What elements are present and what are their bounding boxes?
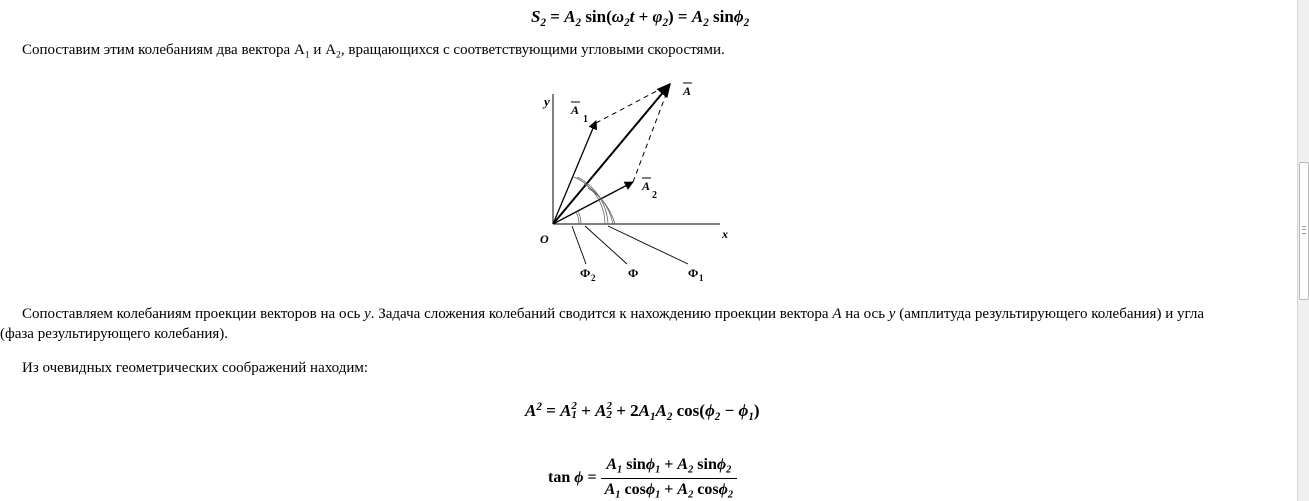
formula-num: 2 [630,401,639,421]
para-text: Сопоставляем колебаниям проекции векторов на ось [22,306,365,322]
formula-fn: sin [622,456,646,473]
formula-sup: 2 [536,401,542,413]
formula-fraction [601,456,737,500]
formula-var: ϕ [718,480,728,498]
vertical-scrollbar[interactable] [1297,0,1309,501]
dashed-line-a2-to-a [633,84,670,182]
formula-var: t [629,7,635,26]
formula-var: ϕ [738,401,749,421]
angle-arc [574,177,605,224]
formula-sup: 2 [606,400,612,413]
formula-sub: 2 [703,16,709,29]
label-x: x [722,227,728,241]
label-a1-sub: 1 [583,114,588,125]
formula-var: ϕ [704,401,715,421]
formula-var: A [604,480,616,498]
formula-sub: 1 [615,489,621,501]
para-text: Из очевидных геометрических соображений находим: [22,360,369,376]
formula-var: ϕ [716,456,727,473]
formula-op: + [611,401,631,421]
paragraph-projection [22,304,1204,324]
para-sub: 1 [304,49,310,61]
leader-line-phi2 [572,226,586,264]
angle-arc [584,184,613,224]
formula-sub: 2 [688,464,694,476]
para-text: (фаза результирующего колебания). [0,326,229,342]
para-sub: 2 [336,49,341,61]
formula-eq: = [541,401,561,421]
formula-fn: sin( [581,7,612,26]
formula-sub: 2 [666,410,673,423]
formula-fn: cos( [672,401,705,421]
formula-eq: = [546,7,565,26]
formula-var: A [638,401,650,421]
formula-sub: 2 [662,16,669,29]
formula-var: A [564,7,576,26]
formula-var: A [655,401,667,421]
formula-op: + [576,401,596,421]
formula-sub: 2 [726,464,732,476]
leader-line-phi1 [608,226,688,264]
para-text: Сопоставим этим колебаниям два вектора А [22,42,305,58]
formula-tan [548,456,737,500]
formula-var: A [677,480,689,498]
angle-arc [576,212,579,224]
label-y: y [544,94,550,109]
formula-op: − [720,401,739,421]
vector-a1 [553,121,596,224]
formula-var: A [525,401,537,421]
label-a2: A [642,179,651,193]
label-phi2-sub: 2 [591,273,596,283]
formula-var: ω [611,7,625,26]
scrollbar-grip-icon [1302,226,1306,234]
formula-s2 [531,7,749,29]
para-var: у [364,306,371,322]
formula-amplitude [525,401,760,423]
formula-sub: 2 [606,409,612,422]
label-phi2: Ф [580,266,591,280]
formula-sub: 1 [748,410,754,423]
formula-sub: 2 [540,16,546,29]
para-text: на ось [841,306,889,322]
formula-op: ) [753,401,760,421]
scrollbar-thumb[interactable] [1299,162,1309,300]
formula-fn: tan [548,468,571,486]
angle-arc [577,177,608,224]
label-origin: O [540,232,549,246]
label-a: A [683,84,692,98]
formula-var: A [595,401,607,421]
fraction-numerator [601,456,737,479]
formula-var: ϕ [733,7,744,26]
para-text: (амплитуда результирующего колебания) и угла [895,306,1205,322]
formula-var: φ [652,7,663,26]
formula-sub: 1 [655,489,661,501]
formula-sub: 1 [649,410,656,423]
label-phi: Ф [628,266,639,280]
formula-sub: 1 [571,409,577,422]
vector-diagram [530,76,755,290]
para-var: у [888,306,896,322]
formula-sub: 2 [743,16,750,29]
formula-var: A [677,456,689,473]
para-text: и А [309,42,337,58]
formula-sub: 2 [727,489,734,501]
formula-op: + [634,7,653,26]
formula-eq: = [583,468,601,486]
formula-op: + [660,456,678,473]
formula-var: ϕ [645,456,656,473]
formula-sub: 2 [575,16,582,29]
formula-sub: 1 [617,464,623,476]
formula-var: A [560,401,572,421]
formula-var: A [691,7,704,26]
formula-sub: 2 [714,410,721,423]
formula-fn: cos [620,480,646,498]
paragraph-geometric [22,358,368,378]
para-text: . Задача сложения колебаний сводится к нахождению проекции вектора [370,306,833,322]
para-var: А [832,306,842,322]
formula-s2-lhs: S [531,7,541,26]
formula-var: ϕ [645,480,656,498]
formula-sub: 2 [624,16,630,29]
formula-var: ϕ [574,468,584,486]
fraction-denominator [601,479,737,501]
label-phi1-sub: 1 [699,273,704,283]
paragraph-projection-line2 [0,324,228,344]
formula-fn: cos [693,480,719,498]
formula-op: + [660,480,678,498]
formula-op: ) = [668,7,692,26]
formula-sub: 1 [655,464,661,476]
para-text: , вращающихся с соответствующими угловыми скоростями. [340,42,725,58]
formula-sup: 2 [571,400,577,413]
label-a1: A [571,103,580,117]
paragraph-vectors [22,40,725,65]
formula-var: A [606,456,618,473]
formula-fn: sin [693,456,717,473]
label-a2-sub: 2 [652,190,657,201]
formula-fn: sin [708,7,734,26]
label-phi1: Ф [688,266,699,280]
dashed-line-a1-to-a [596,84,670,123]
formula-sub: 2 [688,489,694,501]
